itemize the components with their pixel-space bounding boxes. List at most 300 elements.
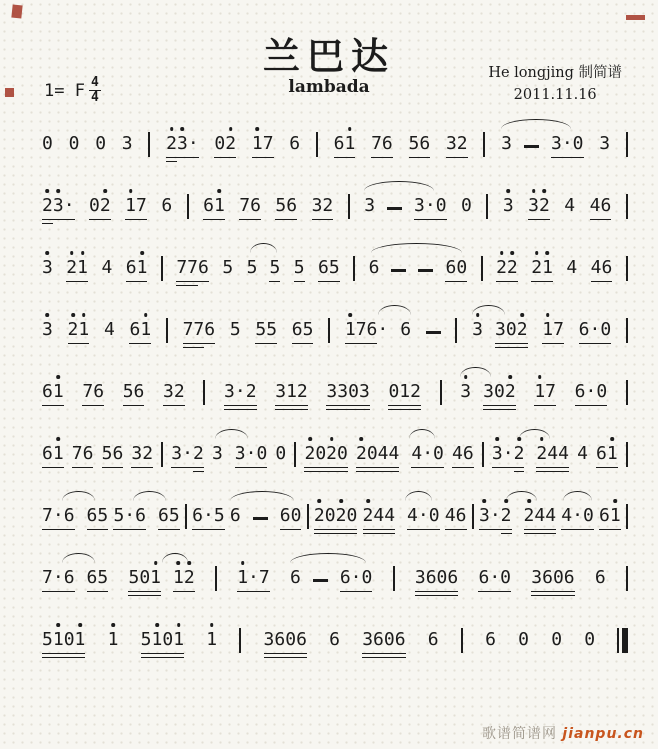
note-segment xyxy=(122,134,133,158)
note-group xyxy=(126,258,148,282)
note-char: 3 xyxy=(311,195,323,217)
barline xyxy=(626,318,628,343)
barline xyxy=(328,318,330,343)
note-char: 0 xyxy=(383,629,395,651)
note-char: 3 xyxy=(478,505,490,527)
note-group xyxy=(95,134,106,158)
slur-arc xyxy=(371,243,463,253)
note-char: 3 xyxy=(414,195,425,217)
note-segment xyxy=(561,506,594,530)
note-group xyxy=(584,630,595,654)
note-char: 0 xyxy=(348,381,359,403)
barline xyxy=(626,442,628,467)
note-group xyxy=(224,382,257,406)
note-char: 6 xyxy=(400,319,412,341)
note-char: 1 xyxy=(173,629,185,651)
note-char: · xyxy=(52,505,64,527)
note-segment xyxy=(128,568,161,592)
note-segment xyxy=(501,134,512,158)
note-char: 7 xyxy=(136,195,147,217)
note-char: 6 xyxy=(86,567,98,589)
note-segment xyxy=(131,444,153,468)
note-segment xyxy=(72,444,94,468)
note-segment xyxy=(492,444,514,468)
note-char: 1 xyxy=(606,443,618,465)
barline xyxy=(626,504,628,529)
dash-line xyxy=(253,517,268,520)
note-segment xyxy=(177,134,199,158)
slur-arc xyxy=(250,243,277,253)
note-group xyxy=(364,196,375,220)
note-char: 7 xyxy=(545,381,556,403)
note-char: 6 xyxy=(563,567,575,589)
note-group xyxy=(173,568,195,592)
note-char: 6 xyxy=(203,195,214,217)
note-char: 0 xyxy=(600,319,612,341)
note-segment xyxy=(192,506,225,530)
score-line xyxy=(42,380,628,406)
note-char: 6 xyxy=(112,443,124,465)
note-group xyxy=(42,134,53,158)
slur-arc xyxy=(290,553,366,563)
note-char: 1 xyxy=(136,257,148,279)
dash-line xyxy=(387,207,402,210)
note-segment xyxy=(314,506,357,530)
note-group xyxy=(292,320,314,344)
note-char: 1 xyxy=(173,567,184,589)
note-group xyxy=(42,506,75,530)
note-segment xyxy=(400,320,411,344)
header xyxy=(0,0,658,120)
note-char: 4 xyxy=(566,257,578,279)
note-char: 0 xyxy=(337,443,348,465)
slur-arc xyxy=(378,305,411,315)
note-char: 4 xyxy=(590,257,602,279)
note-char: 1 xyxy=(140,319,152,341)
note-group xyxy=(596,444,618,468)
note-group xyxy=(230,506,241,530)
note-segment xyxy=(42,196,53,220)
note-char: 6 xyxy=(161,195,173,217)
note-char: 2 xyxy=(66,257,78,279)
note-char: 0 xyxy=(366,443,378,465)
note-char: · xyxy=(52,567,64,589)
dash-line xyxy=(524,145,539,148)
note-segment xyxy=(584,630,595,654)
credit-block xyxy=(488,62,622,107)
note-char: 5 xyxy=(97,505,109,527)
note-char: 6 xyxy=(129,319,141,341)
note-char: 5 xyxy=(122,381,134,403)
note-char: 2 xyxy=(456,133,468,155)
score-line xyxy=(42,504,628,530)
note-char: 6 xyxy=(425,567,437,589)
note-segment xyxy=(173,568,195,592)
note-segment xyxy=(42,320,53,344)
note-char: · xyxy=(417,505,429,527)
note-segment xyxy=(280,506,302,530)
note-char: 6 xyxy=(204,319,216,341)
note-segment xyxy=(87,568,109,592)
note-segment xyxy=(161,196,172,220)
note-char: 7 xyxy=(176,257,188,279)
note-segment xyxy=(123,382,145,406)
note-segment xyxy=(514,444,525,468)
note-group xyxy=(551,134,584,158)
note-segment xyxy=(53,196,75,220)
note-segment xyxy=(452,444,474,468)
note-segment xyxy=(362,630,405,654)
note-char: 2 xyxy=(326,443,338,465)
note-char: · xyxy=(422,443,434,465)
note-group xyxy=(176,258,209,282)
slur-group xyxy=(479,506,556,530)
note-char: 3 xyxy=(414,567,426,589)
note-char: 3 xyxy=(234,443,246,465)
note-char: 1 xyxy=(206,629,218,651)
note-char: 5 xyxy=(328,257,340,279)
note-segment xyxy=(485,630,496,654)
note-char: · xyxy=(63,195,75,217)
note-char: 6 xyxy=(157,505,169,527)
note-char: 1 xyxy=(125,195,136,217)
note-char: 0 xyxy=(493,381,505,403)
note-char: 7 xyxy=(262,133,274,155)
barline xyxy=(187,194,189,219)
note-char: 2 xyxy=(410,381,421,403)
note-segment xyxy=(579,320,612,344)
note-char: 2 xyxy=(192,443,204,465)
note-segment xyxy=(483,382,516,406)
note-char: 0 xyxy=(505,319,517,341)
barline xyxy=(348,194,350,219)
note-group xyxy=(363,506,396,530)
note-group xyxy=(192,506,225,530)
note-segment xyxy=(326,382,369,406)
note-char: · xyxy=(248,567,259,589)
note-group xyxy=(237,568,270,592)
barline xyxy=(215,566,217,591)
note-group xyxy=(472,320,483,344)
note-char: 5 xyxy=(97,567,109,589)
note-segment xyxy=(104,320,115,344)
note-group xyxy=(294,258,305,282)
note-char: 6 xyxy=(373,629,384,651)
note-char: 3 xyxy=(52,195,64,217)
note-segment xyxy=(203,196,225,220)
note-char: 7 xyxy=(355,319,367,341)
note-char: 6 xyxy=(419,133,431,155)
note-segment xyxy=(478,568,511,592)
note-group xyxy=(247,258,258,282)
note-group xyxy=(531,258,553,282)
note-char: 3 xyxy=(362,629,374,651)
dash-line xyxy=(391,269,406,272)
note-char: · xyxy=(424,195,436,217)
note-segment xyxy=(596,444,618,468)
slur-group xyxy=(247,258,281,282)
note-char: 5 xyxy=(42,629,53,651)
note-char: 1 xyxy=(52,629,64,651)
note-segment xyxy=(377,320,388,344)
slur-group xyxy=(492,444,569,468)
note-char: 3 xyxy=(550,133,562,155)
author: He longjing 制简谱 xyxy=(488,65,622,81)
barline xyxy=(161,442,163,467)
note-group xyxy=(104,320,115,344)
note-char: 4 xyxy=(388,443,400,465)
note-segment xyxy=(42,134,53,158)
note-segment xyxy=(158,506,180,530)
note-char: 3 xyxy=(483,381,494,403)
barline xyxy=(626,256,628,281)
slur-group xyxy=(230,506,302,530)
note-segment xyxy=(428,630,439,654)
note-segment xyxy=(369,258,380,282)
note-char: 6 xyxy=(135,505,146,527)
note-char: 6 xyxy=(289,567,301,589)
note-char: 6 xyxy=(274,629,286,651)
note-segment xyxy=(42,382,64,406)
final-barline-thin xyxy=(617,628,619,653)
note-segment xyxy=(407,506,440,530)
note-segment xyxy=(411,444,444,468)
note-char: 5 xyxy=(113,505,125,527)
score-line xyxy=(42,194,628,220)
note-segment xyxy=(363,506,396,530)
note-char: 1 xyxy=(286,381,297,403)
note-group xyxy=(66,258,88,282)
note-group xyxy=(161,196,172,220)
note-segment xyxy=(566,258,577,282)
note-group xyxy=(409,134,431,158)
note-segment xyxy=(141,630,184,654)
note-group xyxy=(575,382,608,406)
note-char: 0 xyxy=(256,443,268,465)
note-segment xyxy=(42,506,75,530)
note-segment xyxy=(42,444,64,468)
note-char: 4 xyxy=(384,505,396,527)
note-segment xyxy=(214,134,236,158)
note-char: 5 xyxy=(101,443,113,465)
note-char: · xyxy=(589,319,601,341)
note-group xyxy=(113,506,146,530)
note-segment xyxy=(536,444,569,468)
note-char: 2 xyxy=(142,443,154,465)
note-segment xyxy=(212,444,223,468)
note-char: 7 xyxy=(82,381,94,403)
note-char: 0 xyxy=(68,133,80,155)
key-prefix: 1= F xyxy=(44,80,85,101)
note-char: 0 xyxy=(346,505,358,527)
note-group xyxy=(326,382,369,406)
note-segment xyxy=(495,320,528,344)
note-char: 0 xyxy=(275,443,287,465)
note-char: 1 xyxy=(151,629,163,651)
note-group xyxy=(102,444,124,468)
note-group xyxy=(542,320,564,344)
note-char: 3 xyxy=(121,133,133,155)
note-segment xyxy=(290,568,301,592)
note-group xyxy=(400,320,411,344)
note-group xyxy=(89,196,111,220)
note-char: 0 xyxy=(388,381,400,403)
note-char: 3 xyxy=(599,133,611,155)
note-char: 3 xyxy=(171,443,183,465)
barline xyxy=(316,132,318,157)
note-char: 0 xyxy=(572,133,584,155)
note-group xyxy=(214,134,236,158)
note-group xyxy=(356,444,399,468)
note-char: 7 xyxy=(187,257,199,279)
note-char: 3 xyxy=(445,133,457,155)
note-group xyxy=(334,134,356,158)
note-segment xyxy=(599,134,610,158)
note-char: 7 xyxy=(42,567,53,589)
note-segment xyxy=(446,134,468,158)
barline xyxy=(482,442,484,467)
note-group xyxy=(222,258,233,282)
barline xyxy=(161,256,163,281)
note-char: 7 xyxy=(182,319,194,341)
note-char: 5 xyxy=(408,133,420,155)
note-char: 2 xyxy=(245,381,257,403)
meter-fraction xyxy=(89,76,101,106)
note-char: 0 xyxy=(596,381,608,403)
note-char: · xyxy=(202,505,214,527)
score-line xyxy=(42,318,628,344)
note-segment xyxy=(206,630,217,654)
note-char: 3 xyxy=(528,195,539,217)
key-signature xyxy=(44,76,101,106)
note-char: · xyxy=(561,133,573,155)
note-group xyxy=(483,382,516,406)
score-line xyxy=(42,628,628,654)
note-segment xyxy=(479,506,501,530)
note-char: 5 xyxy=(168,505,180,527)
note-segment xyxy=(171,444,193,468)
note-char: 1 xyxy=(609,505,621,527)
note-group xyxy=(235,444,268,468)
note-char: 4 xyxy=(407,505,418,527)
note-char: 4 xyxy=(545,505,557,527)
note-char: 3 xyxy=(163,381,174,403)
note-char: 0 xyxy=(63,629,75,651)
slur-arc xyxy=(563,491,592,501)
note-char: 5 xyxy=(266,319,278,341)
note-char: 1 xyxy=(344,319,356,341)
note-char: 2 xyxy=(362,505,374,527)
note-char: · xyxy=(377,319,389,341)
note-segment xyxy=(409,134,431,158)
slur-group xyxy=(290,568,372,592)
note-segment xyxy=(275,444,286,468)
note-char: 2 xyxy=(523,505,535,527)
dash-line xyxy=(418,269,433,272)
note-char: 4 xyxy=(377,443,389,465)
note-segment xyxy=(595,568,606,592)
note-char: 6 xyxy=(462,443,474,465)
barline xyxy=(148,132,150,157)
note-segment xyxy=(89,196,111,220)
note-group xyxy=(407,506,440,530)
note-char: 0 xyxy=(95,133,107,155)
slur-group xyxy=(212,444,267,468)
barline xyxy=(307,504,309,529)
note-char: 6 xyxy=(445,257,457,279)
note-group xyxy=(122,134,133,158)
note-char: 0 xyxy=(436,567,448,589)
note-segment xyxy=(126,258,148,282)
slur-arc xyxy=(62,553,95,563)
note-char: 3 xyxy=(364,195,376,217)
note-group xyxy=(289,134,300,158)
note-char: · xyxy=(124,505,136,527)
note-group xyxy=(503,196,514,220)
slur-group xyxy=(356,444,444,468)
note-char: 1 xyxy=(344,133,356,155)
note-segment xyxy=(531,568,574,592)
note-char: 1 xyxy=(77,257,88,279)
note-group xyxy=(579,320,612,344)
note-segment xyxy=(193,444,204,468)
note-char: 6 xyxy=(596,443,607,465)
note-char: · xyxy=(234,381,246,403)
note-group xyxy=(479,506,512,530)
note-group xyxy=(492,444,525,468)
note-char: 6 xyxy=(427,629,439,651)
note-segment xyxy=(590,196,612,220)
note-group xyxy=(42,630,85,654)
note-char: 6 xyxy=(318,257,329,279)
note-group xyxy=(577,444,588,468)
note-char: 3 xyxy=(531,567,543,589)
note-char: 0 xyxy=(435,195,447,217)
note-group xyxy=(203,196,225,220)
note-group xyxy=(518,630,529,654)
note-segment xyxy=(66,258,88,282)
note-group xyxy=(68,320,90,344)
note-char: 0 xyxy=(552,567,564,589)
note-group xyxy=(561,506,594,530)
note-char: 4 xyxy=(101,257,113,279)
note-char: 2 xyxy=(173,381,185,403)
note-group xyxy=(72,444,94,468)
barline xyxy=(486,194,488,219)
note-char: 1 xyxy=(399,381,411,403)
note-char: 3 xyxy=(42,257,53,279)
note-char: 5 xyxy=(222,257,234,279)
note-char: 3 xyxy=(224,381,235,403)
note-char: 6 xyxy=(42,443,53,465)
watermark-site: 歌谱简谱网 xyxy=(481,726,557,742)
note-char: 0 xyxy=(461,195,472,217)
note-group xyxy=(314,506,357,530)
note-char: 1 xyxy=(52,381,64,403)
note-char: 6 xyxy=(381,133,393,155)
note-char: 6 xyxy=(198,257,209,279)
note-segment xyxy=(224,382,257,406)
note-char: 2 xyxy=(335,505,347,527)
note-group xyxy=(163,382,185,406)
note-char: 0 xyxy=(361,567,373,589)
note-group xyxy=(461,196,472,220)
note-segment xyxy=(222,258,233,282)
note-char: · xyxy=(502,443,514,465)
note-segment xyxy=(460,382,471,406)
note-segment xyxy=(329,630,340,654)
note-segment xyxy=(264,630,307,654)
